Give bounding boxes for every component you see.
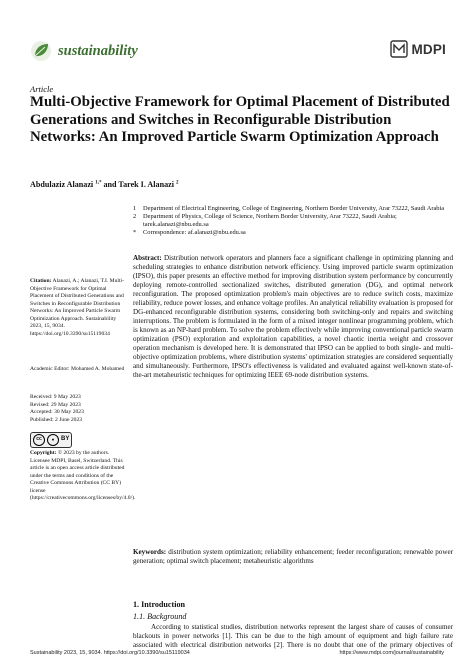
intro-paragraph: According to statistical studies, distribution networks represent the largest share of causes of consumer blackouts in power networks [1]. This can be due to the high amount of equipment and high failure rate associated with electrical distribution networks [2]. There is no doubt that one of the primary objectives of	[133, 623, 453, 649]
journal-name: sustainability	[58, 42, 138, 59]
by-person-icon: ●	[47, 434, 59, 446]
mdpi-icon	[390, 40, 408, 58]
authors-text: Abdulaziz Alanazi $^{1,*}$ and Tarek I. Alanazi $^2$	[30, 180, 179, 189]
published-date: Published: 2 June 2023	[30, 416, 83, 423]
correspondence: * Correspondence: af.alanazi@nbu.edu.sa	[133, 229, 246, 237]
abstract-label: Abstract:	[133, 254, 162, 262]
copyright-label: Copyright:	[30, 450, 57, 456]
editor-name: Mohamed A. Mohamed	[71, 366, 125, 372]
mdpi-logo[interactable]	[390, 40, 446, 58]
received-date: Received: 9 May 2023	[30, 394, 81, 400]
keywords-label: Keywords:	[133, 548, 167, 556]
article-title: Multi-Objective Framework for Optimal Placement of Distributed Generations and Switches in Reconfigurable Distribution Networks: An Improved Particle Swarm Optimization Approach	[30, 94, 450, 145]
history-dates	[30, 394, 128, 424]
citation-block	[30, 278, 128, 338]
abstract-text: Distribution network operators and planners face a significant challenge in optimizing planning and scheduling strategies to enhance distribution network efficiency. Using improved particle swarm optimization (IPSO), this paper presents an effective method for improving distribution system performance by concurrently deploying remote-controlled sectionalized switches, distributed generation (DG), and optimal network reconfiguration. The proposed optimization problem's main objectives are to reduce switch costs, maximize reliability, reduce power losses, and enhance voltage profiles. An analytical reliability evaluation is proposed for DG-enhanced reconfigurable distribution systems, considering both switching-only and repairs and switching interruptions. The problem is formulated in the form of a mixed integer nonlinear programming problem, which is known as an NP-hard problem. To solve the problem effectively while improving conventional particle swarm optimization (PSO) exploration and exploitation capabilities, a novel chaotic inertia weight and crossover operation mechanism is developed here. It is demonstrated that IPSO can be applied to both single- and multi-objective optimization problems, where distribution systems' optimization strategies are considered sequentially and simultaneously. Furthermore, IPSO's effectiveness is validated and evaluated against well-known state-of-the-art metaheuristic techniques for optimizing IEEE 69-node distribution systems.	[133, 254, 453, 379]
cc-license-badge[interactable]	[30, 432, 128, 448]
citation-label: Citation:	[30, 278, 52, 284]
publisher-name: MDPI	[411, 41, 446, 57]
author-list	[30, 180, 179, 189]
revised-date: Revised: 29 May 2023	[30, 401, 81, 408]
subsection-heading: 1.1. Background	[133, 612, 187, 621]
keywords-text: distribution system optimization; reliability enhancement; feeder reconfiguration; renewable power generation; optimal switch placement; metaheuristic algorithms	[133, 548, 453, 565]
article-type: Article	[30, 84, 54, 94]
page-footer	[30, 650, 444, 656]
keywords	[133, 548, 453, 566]
section-heading: 1. Introduction	[133, 600, 186, 609]
leaf-icon	[30, 40, 52, 62]
citation-text[interactable]: Alanazi, A.; Alanazi, T.I. Multi-Objective Framework for Optimal Placement of Distributed Generations and Switches in Reconfigurable Distribution Networks: An Improved Particle Swarm Optimization Approach. Sustainability 2023, 15, 9034. https://doi.org/10.3390/su15119034	[30, 278, 124, 337]
affiliation-1: 1 Department of Electrical Engineering, College of Engineering, Northern Border University, Arar 73222, Saudi Arabia	[133, 205, 445, 212]
copyright-block	[30, 450, 136, 503]
academic-editor: Academic Editor: Mohamed A. Mohamed	[30, 366, 125, 372]
affiliation-2: 2 Department of Physics, College of Science, Northern Border University, Arar 73222, Saudi Arabia; tarek.alanazi@nbu.edu.sa	[133, 213, 397, 229]
cc-by-icon: cc ● BY	[30, 432, 72, 448]
abstract	[133, 254, 453, 380]
journal-logo[interactable]	[30, 40, 138, 62]
footer-citation[interactable]: Sustainability 2023, 15, 9034. https://doi.org/10.3390/su15119034	[30, 650, 190, 656]
copyright-text: © 2023 by the authors. Licensee MDPI, Basel, Switzerland. This article is an open access article distributed under the terms and conditions of the Creative Commons Attribution (CC BY) license (https://creativecommons.org/licenses/by/4.0/).	[30, 450, 136, 501]
accepted-date: Accepted: 30 May 2023	[30, 409, 84, 415]
footer-journal-url[interactable]: https://www.mdpi.com/journal/sustainability	[339, 650, 444, 656]
affiliations	[133, 205, 453, 237]
